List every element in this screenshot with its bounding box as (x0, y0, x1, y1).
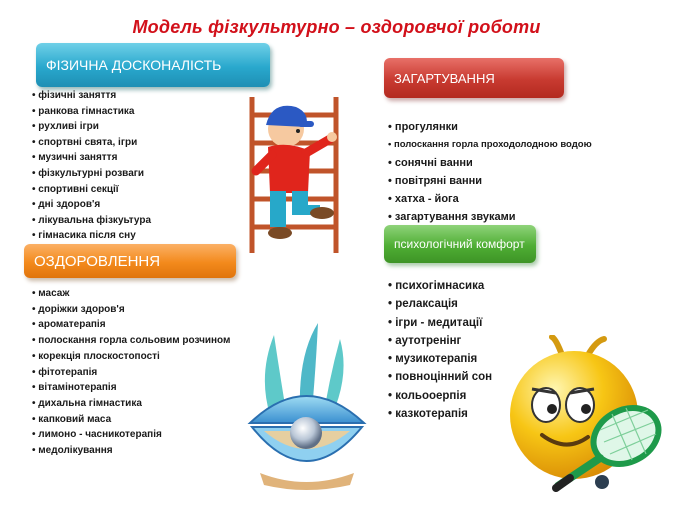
list-item: • дні здоров'я (32, 197, 151, 213)
list-item: • дихальна гімнастика (32, 396, 230, 412)
list-item: • спортивні секції (32, 182, 151, 198)
list-item: • музичні заняття (32, 150, 151, 166)
list-item: • лікувальна фізкуьтура (32, 213, 151, 229)
list-item: • хатха - йога (388, 190, 592, 208)
list-item: • полоскання горла сольовим розчином (32, 333, 230, 349)
list-item: • музикотерапія (388, 350, 492, 368)
list-item: • ароматерапія (32, 317, 230, 333)
list-item: • прогулянки (388, 118, 592, 136)
list-item: • вітамінотерапія (32, 380, 230, 396)
header-health-label: ОЗДОРОВЛЕННЯ (34, 252, 161, 270)
header-hardening-label: ЗАГАРТУВАННЯ (394, 70, 495, 86)
header-hardening (384, 58, 564, 98)
list-item: • релаксація (388, 295, 492, 313)
page-title: Модель фізкультурно – оздоровчої роботи (132, 17, 541, 37)
header-health-improvement (24, 244, 236, 278)
list-item: • лимоно - часникотерапія (32, 427, 230, 443)
header-psych-comfort (384, 225, 536, 263)
tennis-racket-illustration (540, 400, 665, 495)
list-health (32, 286, 230, 459)
list-item: • капковий маса (32, 412, 230, 428)
list-item: • фізкультурні розваги (32, 166, 151, 182)
list-hardening (388, 118, 592, 226)
list-item: • спортвні свята, ігри (32, 135, 151, 151)
list-item: • повітряні ванни (388, 172, 592, 190)
list-item: • рухливі ігри (32, 119, 151, 135)
list-item: • сонячні ванни (388, 154, 592, 172)
header-psych-label: психологічний комфорт (394, 237, 525, 251)
list-item: • ігри - медитації (388, 314, 492, 332)
list-item: • кольооерпія (388, 387, 492, 405)
header-physical-perfection (36, 43, 270, 87)
list-physical (32, 88, 151, 244)
boy-climbing-ladder-illustration (240, 95, 360, 255)
list-item: • фізичні заняття (32, 88, 151, 104)
list-item: • аутотренінг (388, 332, 492, 350)
header-physical-label: ФІЗИЧНА ДОСКОНАЛІСТЬ (46, 57, 222, 73)
list-item: • психогімнасика (388, 277, 492, 295)
seashell-pearl-illustration (240, 315, 375, 495)
list-psych (388, 277, 492, 423)
list-item: • ранкова гімнастика (32, 104, 151, 120)
list-item: • фітотерапія (32, 365, 230, 381)
list-item: • корекція плоскостопості (32, 349, 230, 365)
list-item: • загартування звуками (388, 208, 592, 226)
list-item: • казкотерапія (388, 405, 492, 423)
list-item: • гімнасика після сну (32, 228, 151, 244)
list-item: • медолікування (32, 443, 230, 459)
list-item: • повноцінний сон (388, 368, 492, 386)
list-item: • доріжки здоров'я (32, 302, 230, 318)
list-item: • полоскання горла проходолодною водою (388, 136, 592, 154)
list-item: • масаж (32, 286, 230, 302)
